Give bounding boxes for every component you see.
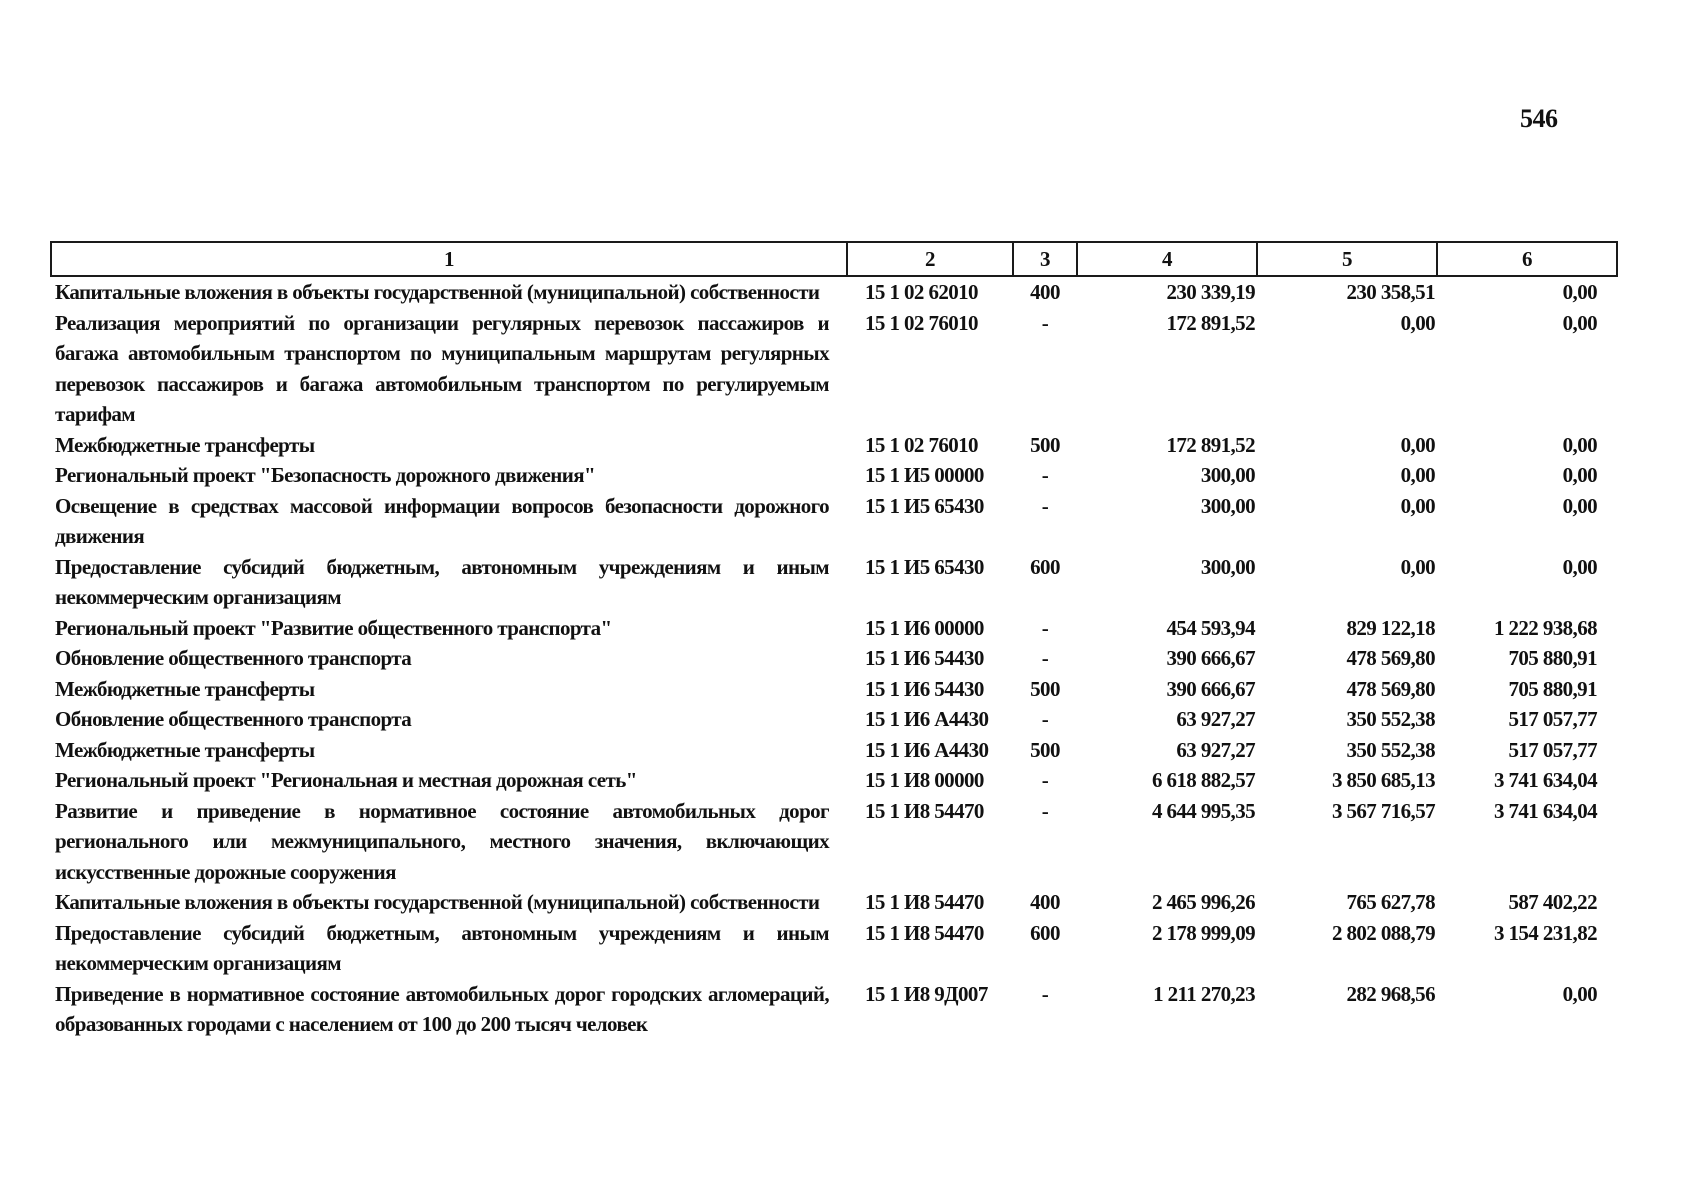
row-value-col6: 705 880,91 bbox=[1508, 676, 1597, 701]
row-name: Межбюджетные трансферты bbox=[55, 737, 315, 762]
table-body bbox=[51, 276, 1617, 1040]
row-code: 15 1 И5 00000 bbox=[865, 463, 984, 487]
row-value-col4: 230 339,19 bbox=[1166, 280, 1255, 304]
column-header-2: 2 bbox=[847, 242, 1013, 276]
row-value-col4: 454 593,94 bbox=[1166, 615, 1255, 640]
row-value-col6: 3 741 634,04 bbox=[1493, 768, 1597, 792]
row-code: 15 1 И8 54470 bbox=[865, 798, 984, 823]
row-name: Капитальные вложения в объекты государственной (муниципальной) собственности bbox=[55, 280, 820, 304]
row-name: Капитальные вложения в объекты государственной (муниципальной) собственности bbox=[55, 890, 820, 914]
row-name: Реализация мероприятий по организации регулярных перевозок пассажиров и багажа автомобильным транспортом по муниципальным маршрутам регулярных перевозок пассажиров и багажа автомобильным транспортом по регулируемым тарифам bbox=[55, 310, 829, 426]
row-code: 15 1 И5 65430 bbox=[865, 493, 984, 518]
row-expense-type: - bbox=[1041, 981, 1049, 1006]
row-code: 15 1 И6 54430 bbox=[865, 646, 984, 670]
row-value-col5: 0,00 bbox=[1400, 463, 1435, 487]
row-value-col6: 705 880,91 bbox=[1508, 646, 1597, 670]
column-header-1: 1 bbox=[51, 242, 847, 276]
row-value-col4: 300,00 bbox=[1200, 493, 1255, 518]
row-code: 15 1 02 76010 bbox=[865, 310, 978, 335]
table-row bbox=[51, 796, 1617, 888]
row-value-col4: 172 891,52 bbox=[1166, 432, 1255, 457]
row-value-col5: 478 569,80 bbox=[1346, 676, 1435, 701]
column-header-5: 5 bbox=[1257, 242, 1437, 276]
row-value-col4: 1 211 270,23 bbox=[1153, 981, 1255, 1006]
row-value-col5: 765 627,78 bbox=[1346, 890, 1435, 914]
table-row bbox=[51, 276, 1617, 308]
table-row bbox=[51, 430, 1617, 461]
column-header-6: 6 bbox=[1437, 242, 1617, 276]
row-name: Межбюджетные трансферты bbox=[55, 432, 315, 457]
row-expense-type: - bbox=[1041, 768, 1049, 792]
row-expense-type: - bbox=[1041, 493, 1049, 518]
row-value-col5: 0,00 bbox=[1400, 310, 1435, 335]
row-code: 15 1 И5 65430 bbox=[865, 554, 984, 579]
row-value-col4: 300,00 bbox=[1200, 554, 1255, 579]
column-header-4: 4 bbox=[1077, 242, 1257, 276]
header-row bbox=[51, 242, 1617, 276]
row-value-col4: 390 666,67 bbox=[1166, 676, 1255, 701]
row-value-col5: 829 122,18 bbox=[1346, 615, 1435, 640]
table-row bbox=[51, 704, 1617, 735]
row-value-col6: 587 402,22 bbox=[1508, 890, 1597, 914]
row-value-col4: 6 618 882,57 bbox=[1151, 768, 1255, 792]
row-value-col5: 0,00 bbox=[1400, 432, 1435, 457]
row-expense-type: 400 bbox=[1030, 890, 1060, 914]
table-row bbox=[51, 918, 1617, 979]
row-value-col6: 0,00 bbox=[1562, 432, 1597, 457]
row-code: 15 1 02 62010 bbox=[865, 280, 978, 304]
row-expense-type: - bbox=[1041, 310, 1049, 335]
table-row bbox=[51, 613, 1617, 644]
row-code: 15 1 И8 54470 bbox=[865, 920, 984, 945]
row-name: Обновление общественного транспорта bbox=[55, 707, 412, 731]
row-value-col6: 0,00 bbox=[1562, 280, 1597, 304]
row-value-col6: 0,00 bbox=[1562, 310, 1597, 335]
row-expense-type: 500 bbox=[1030, 432, 1060, 457]
row-value-col5: 3 850 685,13 bbox=[1331, 768, 1435, 792]
row-value-col4: 2 178 999,09 bbox=[1151, 920, 1255, 945]
row-value-col4: 4 644 995,35 bbox=[1151, 798, 1255, 823]
row-expense-type: 500 bbox=[1030, 737, 1060, 762]
table-row bbox=[51, 765, 1617, 796]
row-value-col6: 0,00 bbox=[1562, 493, 1597, 518]
row-expense-type: 600 bbox=[1030, 554, 1060, 579]
row-expense-type: - bbox=[1041, 798, 1049, 823]
row-name: Предоставление субсидий бюджетным, автономным учреждениям и иным некоммерческим организациям bbox=[55, 554, 829, 609]
row-expense-type: - bbox=[1041, 463, 1049, 487]
table-row bbox=[51, 491, 1617, 552]
row-value-col4: 300,00 bbox=[1200, 463, 1255, 487]
row-name: Региональный проект "Безопасность дорожного движения" bbox=[55, 463, 596, 487]
row-value-col5: 282 968,56 bbox=[1346, 981, 1435, 1006]
table-row bbox=[51, 308, 1617, 430]
row-code: 15 1 И6 А4430 bbox=[865, 707, 989, 731]
row-value-col5: 230 358,51 bbox=[1346, 280, 1435, 304]
row-value-col5: 478 569,80 bbox=[1346, 646, 1435, 670]
page-number: 546 bbox=[1520, 104, 1558, 133]
row-value-col6: 3 154 231,82 bbox=[1493, 920, 1597, 945]
row-expense-type: 500 bbox=[1030, 676, 1060, 701]
row-name: Региональный проект "Развитие общественного транспорта" bbox=[55, 615, 612, 640]
row-value-col5: 350 552,38 bbox=[1346, 707, 1435, 731]
row-code: 15 1 И8 9Д007 bbox=[865, 981, 988, 1006]
row-expense-type: - bbox=[1041, 707, 1049, 731]
row-value-col4: 390 666,67 bbox=[1166, 646, 1255, 670]
row-value-col4: 63 927,27 bbox=[1176, 737, 1255, 762]
row-value-col6: 0,00 bbox=[1562, 554, 1597, 579]
row-name: Региональный проект "Региональная и местная дорожная сеть" bbox=[55, 768, 637, 792]
table-row bbox=[51, 460, 1617, 491]
row-expense-type: - bbox=[1041, 615, 1049, 640]
row-name: Предоставление субсидий бюджетным, автономным учреждениям и иным некоммерческим организациям bbox=[55, 920, 829, 975]
row-value-col5: 0,00 bbox=[1400, 554, 1435, 579]
row-value-col5: 2 802 088,79 bbox=[1331, 920, 1435, 945]
table-header bbox=[51, 242, 1617, 276]
row-name: Межбюджетные трансферты bbox=[55, 676, 315, 701]
row-name: Обновление общественного транспорта bbox=[55, 646, 412, 670]
table-row bbox=[51, 887, 1617, 918]
row-value-col4: 172 891,52 bbox=[1166, 310, 1255, 335]
row-value-col6: 0,00 bbox=[1562, 463, 1597, 487]
row-value-col6: 1 222 938,68 bbox=[1493, 615, 1597, 640]
row-value-col6: 517 057,77 bbox=[1508, 707, 1597, 731]
row-expense-type: 400 bbox=[1030, 280, 1060, 304]
row-value-col5: 350 552,38 bbox=[1346, 737, 1435, 762]
row-expense-type: - bbox=[1041, 646, 1049, 670]
table-row bbox=[51, 674, 1617, 705]
row-name: Приведение в нормативное состояние автомобильных дорог городских агломераций, образованных городами с населением от 100 до 200 тысяч человек bbox=[55, 981, 829, 1036]
row-name: Развитие и приведение в нормативное состояние автомобильных дорог регионального или межмуниципального, местного значения, включающих искусственные дорожные сооружения bbox=[55, 798, 829, 884]
row-value-col4: 2 465 996,26 bbox=[1151, 890, 1255, 914]
row-expense-type: 600 bbox=[1030, 920, 1060, 945]
row-value-col5: 0,00 bbox=[1400, 493, 1435, 518]
table-row bbox=[51, 643, 1617, 674]
row-value-col4: 63 927,27 bbox=[1176, 707, 1255, 731]
row-code: 15 1 И6 А4430 bbox=[865, 737, 989, 762]
table-row bbox=[51, 552, 1617, 613]
table-row bbox=[51, 735, 1617, 766]
row-code: 15 1 02 76010 bbox=[865, 432, 978, 457]
row-value-col5: 3 567 716,57 bbox=[1331, 798, 1435, 823]
row-value-col6: 0,00 bbox=[1562, 981, 1597, 1006]
table-row bbox=[51, 979, 1617, 1040]
row-name: Освещение в средствах массовой информации вопросов безопасности дорожного движения bbox=[55, 493, 829, 548]
column-header-3: 3 bbox=[1013, 242, 1077, 276]
row-value-col6: 517 057,77 bbox=[1508, 737, 1597, 762]
budget-table bbox=[50, 241, 1618, 1040]
row-code: 15 1 И8 00000 bbox=[865, 768, 984, 792]
row-code: 15 1 И6 54430 bbox=[865, 676, 984, 701]
row-code: 15 1 И6 00000 bbox=[865, 615, 984, 640]
row-code: 15 1 И8 54470 bbox=[865, 890, 984, 914]
row-value-col6: 3 741 634,04 bbox=[1493, 798, 1597, 823]
